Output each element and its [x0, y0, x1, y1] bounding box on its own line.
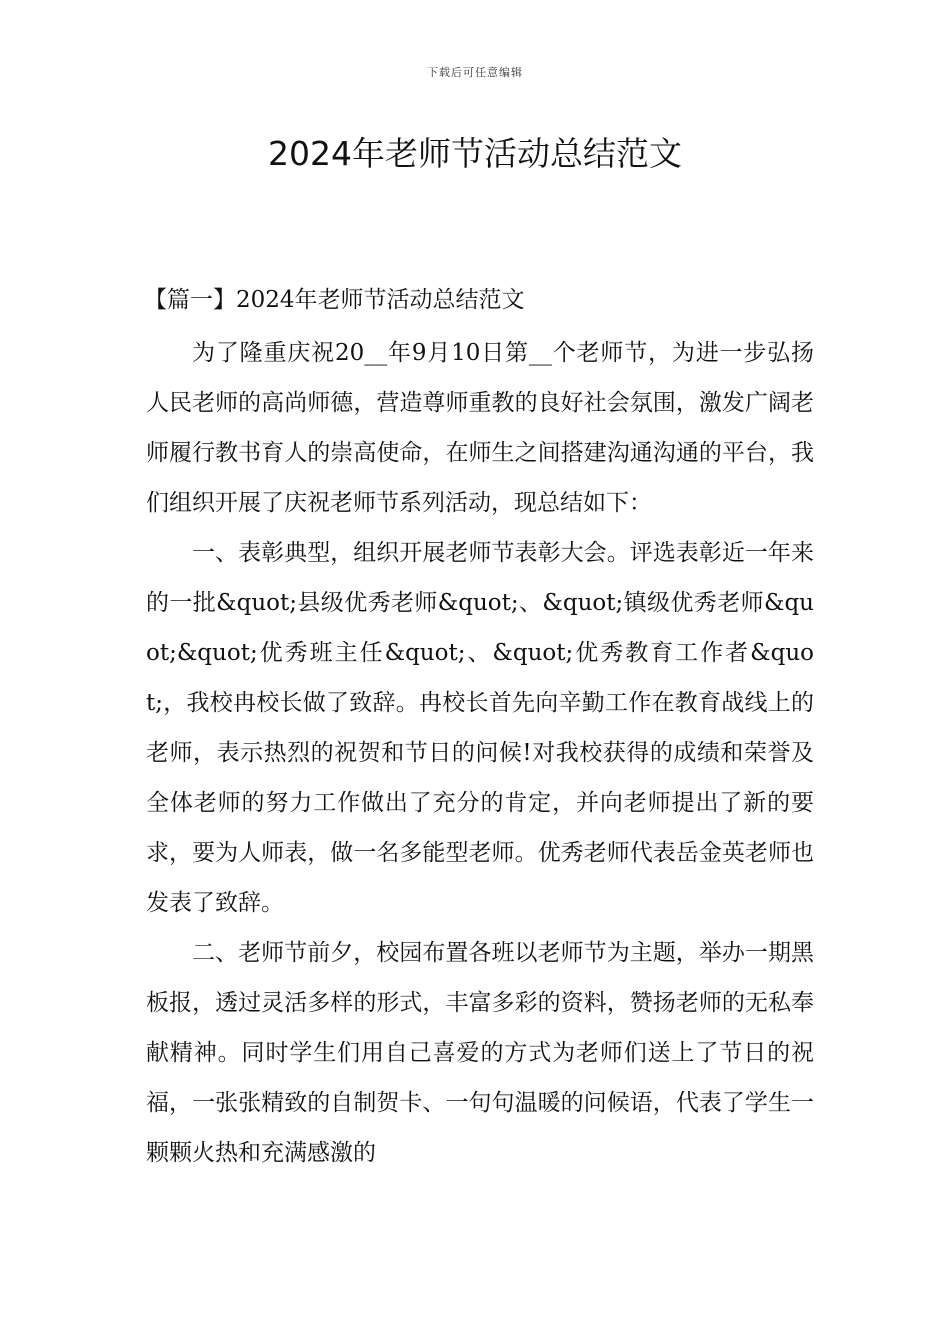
- document-title: 2024年老师节活动总结范文: [268, 134, 682, 173]
- header-note: 下载后可任意编辑: [427, 66, 523, 79]
- paragraph-intro: 为了隆重庆祝20__年9月10日第__个老师节，为进一步弘扬人民老师的高尚师德，营造尊师重教的良好社会氛围，激发广阔老师履行教书育人的崇高使命，在师生之间搭建沟通沟通的平台，我们组织开展了庆祝老师节系列活动，现总结如下：: [146, 340, 814, 516]
- paragraph-section-one: 一、表彰典型，组织开展老师节表彰大会。评选表彰近一年来的一批&quot;县级优秀老师&quot;、&quot;镇级优秀老师&quot;&quot;优秀班主任&quot;、&quot;优秀教育工作者&quot;，我校冉校长做了致辞。冉校长首先向辛勤工作在教育战线上的老师，表示热烈的祝贺和节日的问候!对我校获得的成绩和荣誉及全体老师的努力工作做出了充分的肯定，并向老师提出了新的要求，要为人师表，做一名多能型老师。优秀老师代表岳金英老师也发表了致辞。: [146, 540, 814, 916]
- paragraph-section-two: 二、老师节前夕，校园布置各班以老师节为主题，举办一期黑板报，透过灵活多样的形式，丰富多彩的资料，赞扬老师的无私奉献精神。同时学生们用自己喜爱的方式为老师们送上了节日的祝福，一张张精致的自制贺卡、一句句温暖的问候语，代表了学生一颗颗火热和充满感激的: [146, 940, 814, 1166]
- section-heading: 【篇一】2024年老师节活动总结范文: [144, 287, 525, 313]
- document-body: [146, 328, 814, 1178]
